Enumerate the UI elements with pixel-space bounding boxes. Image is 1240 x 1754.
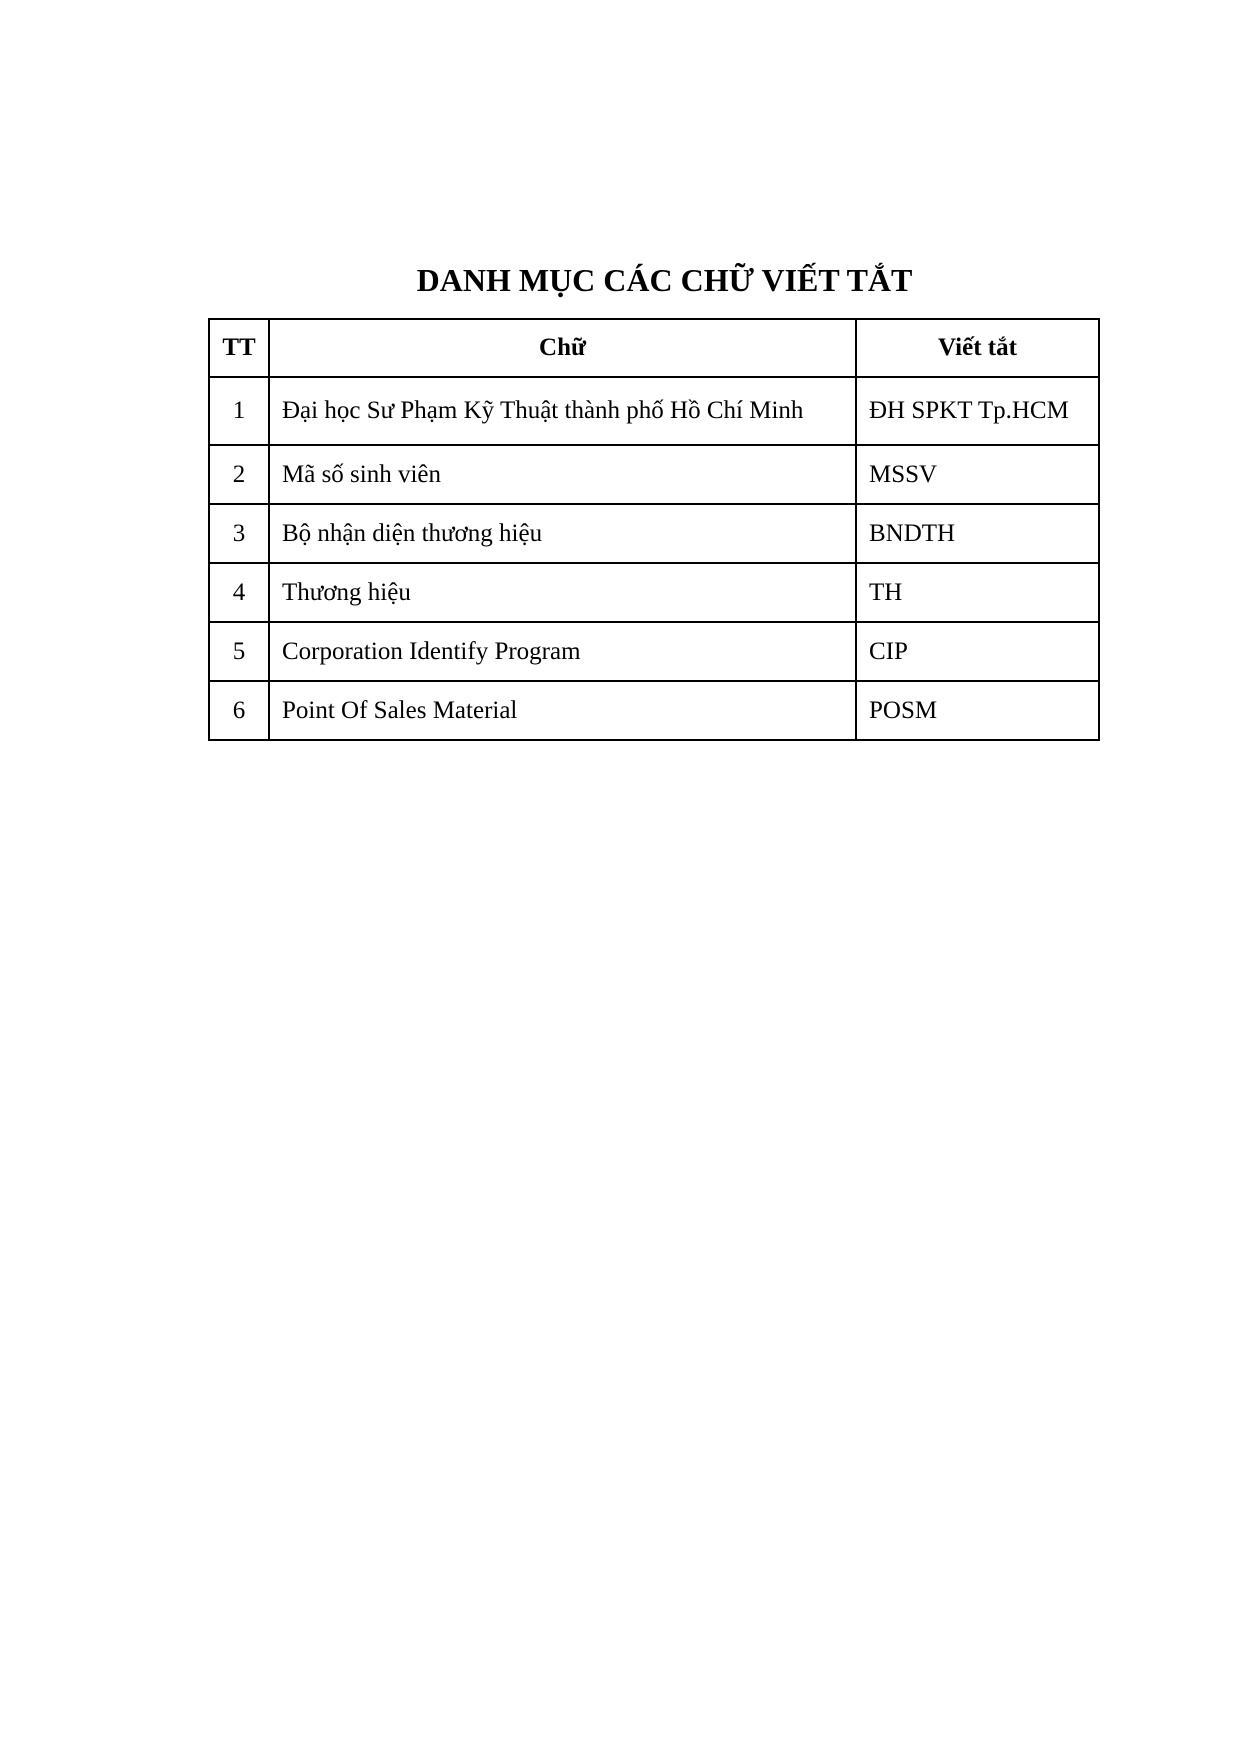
table-header-row	[209, 319, 1099, 377]
row-number: 1	[209, 377, 269, 445]
row-abbreviation: CIP	[856, 622, 1099, 681]
row-word: Corporation Identify Program	[269, 622, 856, 681]
table-row	[209, 504, 1099, 563]
row-number: 6	[209, 681, 269, 740]
table-row	[209, 445, 1099, 504]
row-word: Point Of Sales Material	[269, 681, 856, 740]
row-abbreviation: POSM	[856, 681, 1099, 740]
row-number: 4	[209, 563, 269, 622]
row-abbreviation: TH	[856, 563, 1099, 622]
table-row	[209, 563, 1099, 622]
table-row	[209, 681, 1099, 740]
row-number: 5	[209, 622, 269, 681]
row-abbreviation: MSSV	[856, 445, 1099, 504]
row-word: Bộ nhận diện thương hiệu	[269, 504, 856, 563]
table-row	[209, 377, 1099, 445]
row-abbreviation: ĐH SPKT Tp.HCM	[856, 377, 1099, 445]
row-number: 2	[209, 445, 269, 504]
row-word: Đại học Sư Phạm Kỹ Thuật thành phố Hồ Chí Minh	[269, 377, 856, 445]
row-number: 3	[209, 504, 269, 563]
row-abbreviation: BNDTH	[856, 504, 1099, 563]
abbreviation-table	[208, 318, 1100, 741]
page-title: DANH MỤC CÁC CHỮ VIẾT TẮT	[416, 262, 913, 298]
header-abbreviation: Viết tắt	[856, 319, 1099, 377]
table-row	[209, 622, 1099, 681]
row-word: Thương hiệu	[269, 563, 856, 622]
header-word: Chữ	[269, 319, 856, 377]
row-word: Mã số sinh viên	[269, 445, 856, 504]
header-tt: TT	[209, 319, 269, 377]
